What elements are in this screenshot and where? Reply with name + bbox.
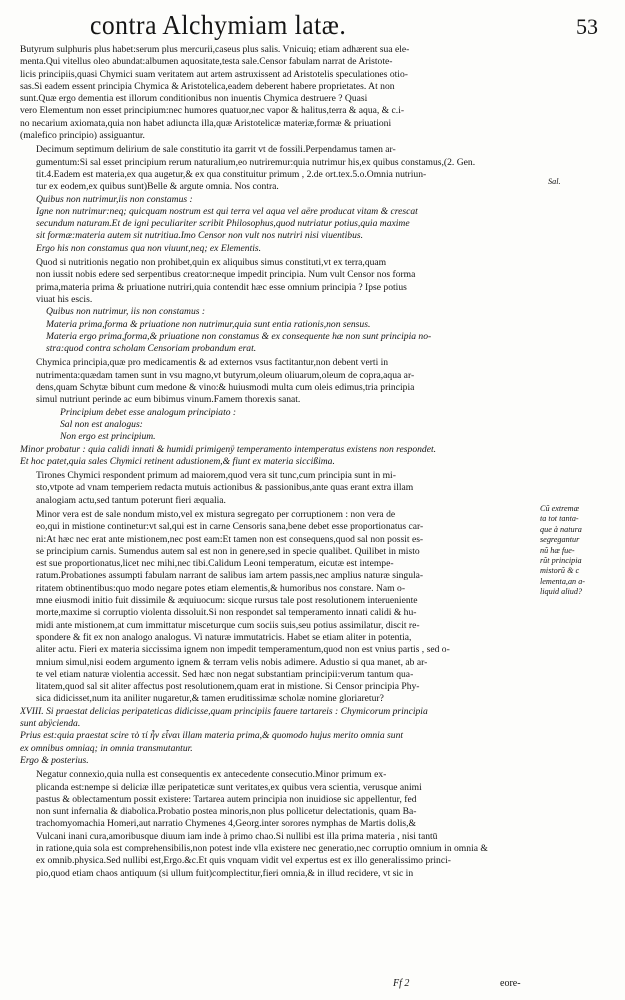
text-line: analogiam actu,sed tantum poterunt fieri æqualia. bbox=[36, 494, 226, 506]
text-line: menta.Qui vitellus oleo abundat:albumen aquositate,testa sale.Censor fabulam narrat de Aristote- bbox=[20, 56, 393, 68]
signature-mark: Ff 2 bbox=[393, 978, 410, 989]
margin-note-line: lementa,an a- bbox=[540, 576, 586, 586]
text-line: sas.Si eadem essent principia Chymica & Aristotelica,eadem deberent habere proprietates. At non bbox=[20, 80, 395, 92]
text-line: sunt abÿcienda. bbox=[20, 718, 81, 730]
margin-note-sal: Sal. bbox=[548, 177, 561, 186]
margin-note-line: que à natura bbox=[540, 524, 582, 534]
text-line: tit.4.Eadem est materia,ex qua augetur,& ex qua constituitur primum , 2.de ort.tex.5.o.Omnia nutriun- bbox=[36, 168, 427, 180]
text-line: aliter actu. Fieri ex materia siccissima ignem non impedit temperamentum,quod non est vnius partis , sed o- bbox=[36, 644, 450, 656]
text-line: Prius est:quia praestat scire τὸ τί ἦν εἶναι illam materia prima,& quomodo hujus merito omnia sunt bbox=[20, 730, 404, 742]
text-line: mne eiusmodi initio fuit dissimile & æquiuocum: sicque rursus tale post resolutionem interueniente bbox=[36, 595, 418, 607]
text-line: licis principiis,quasi Chymici suam veritatem aut artem astruxissent ad Aristotelis speculationes otio- bbox=[20, 68, 408, 80]
text-line: dens,quam Schytæ bibunt cum medone & vino:& huiusmodi multa cum oleis edimus,tria principia bbox=[36, 382, 415, 394]
text-line: XVIII. Si praestat delicias peripateticas didicisse,quam principiis fauere tartareis : Chymicorum principia bbox=[20, 705, 428, 717]
text-line: secundum naturam.Et de igni peculiariter scribit Philosophus,quod nutriatur potius,quia maxime bbox=[36, 218, 410, 230]
paragraph bbox=[20, 44, 526, 142]
margin-note-line: liquid aliud? bbox=[540, 587, 583, 597]
text-line: Quibus non nutrimur, iis non constamus : bbox=[46, 306, 206, 318]
text-line: (malefico principio) assiguantur. bbox=[20, 130, 145, 142]
text-line: ratum.Probationes assumpti fabulam narrant de salibus iam artem passis,nec amplius naturæ singula- bbox=[36, 570, 424, 582]
text-line: non sunt infernalia & diabolica.Probatio postea minoris,non plus pollicetur delectationis, quam Ba- bbox=[36, 806, 417, 818]
text-line: ni:At hæc nec erat ante mistionem,nec post eam:Et tamen non est consequens,quod sal non possit es- bbox=[36, 533, 424, 545]
text-line: Quod si nutritionis negatio non prohibet,quin ex aliquibus simus constituti,vt ex terra,quam bbox=[36, 257, 387, 269]
paragraph bbox=[20, 357, 526, 406]
text-line: Materia ergo prima,forma,& priuatione non constamus & ex consequente hæ non sunt principia no- bbox=[46, 330, 432, 342]
text-line: pio,quod etiam chaos antiquum (si ullum fuit)complectitur,fieri omnia,& in illud recidere, vt sic in bbox=[36, 867, 414, 879]
text-line: eo,qui in mistione continetur:vt sal,qui est in carne Censoris sana,bene debet esse proportionatus car- bbox=[36, 521, 424, 533]
text-line: sunt.Quæ ergo dementia est illorum conditionibus non inuentis Chymica destruere ? Quasi bbox=[20, 93, 368, 105]
text-line: Ergo his non constamus qua non viuunt,neq; ex Elementis. bbox=[36, 242, 262, 254]
text-line: Butyrum sulphuris plus habet:serum plus mercurii,caseus plus salis. Vnicuiq; etiam adhærent sua ele- bbox=[20, 44, 410, 55]
paragraph bbox=[20, 144, 526, 193]
body-text bbox=[20, 44, 526, 880]
paragraph bbox=[20, 444, 526, 469]
text-line: stra:quod contra scholam Censoriam probandum erat. bbox=[46, 343, 257, 355]
text-line: tur ex eodem,ex quibus sunt)Belle & argute omnia. Nos contra. bbox=[36, 181, 279, 193]
margin-note-line: rũt principia bbox=[540, 556, 582, 566]
margin-note-line: ta tot tanta- bbox=[540, 514, 579, 524]
paragraph bbox=[20, 407, 526, 444]
text-line: litatem,quod sal sit aliter affectus post resolutionem,quam erat in mistione. Si Censor principia Phy- bbox=[36, 681, 420, 693]
text-line: ex omnib.physica.Sed nullibi est,Ergo.&c.Et quis vnquam vidit vel expertus est ex illo generalissimo princi- bbox=[36, 855, 451, 867]
text-line: Materia prima,forma & priuatione non nutrimur,quia sunt entia rationis,non sensus. bbox=[46, 318, 371, 330]
text-line: Decimum septimum delirium de sale constitutio ita garrit vt de fossili.Perpendamus tamen ar- bbox=[36, 144, 396, 156]
text-line: Minor probatur : quia calidi innati & humidi primigenÿ temperamento intemperatus existens non respondet. bbox=[20, 443, 437, 455]
paragraph bbox=[20, 257, 526, 306]
text-line: prima,materia prima & priuatione nutriri,quia contendit hæc esse omnium principia ? Ipse potius bbox=[36, 281, 407, 293]
text-line: Quibus non nutrimur,iis non constamus : bbox=[36, 193, 193, 205]
text-line: Ergo & posterius. bbox=[20, 754, 89, 766]
text-line: non iussit nobis edere sed serpentibus creator:neque impedit principia. Num vult Censor nos forma bbox=[36, 269, 416, 281]
text-line: ex omnibus omniaq; in omnia transmutantur. bbox=[20, 742, 193, 754]
text-line: est sue proportionatus,licet nec mihi,nec tibi.Calidum Leoni temperatum, eicutæ est intempe- bbox=[36, 558, 394, 570]
margin-note-line: segregantur bbox=[540, 535, 580, 545]
paragraph bbox=[20, 470, 526, 507]
margin-note-line: mistorũ & c bbox=[540, 566, 580, 576]
paragraph bbox=[20, 706, 526, 767]
text-line: Non ergo est principium. bbox=[60, 431, 156, 443]
margin-note-line: nũ hæ fue- bbox=[540, 545, 575, 555]
running-head: contra Alchymiam latæ. bbox=[90, 10, 347, 40]
text-line: midi ante mistionem,at cum immittatur misceturque cum sociis suis,seu potius assimilatur, discit re- bbox=[36, 619, 420, 631]
text-line: ritatem obtinentibus:quo modo negare potes etiam elementis,& humoribus nos constare. Nam o- bbox=[36, 582, 406, 594]
text-line: in ratione,quia sola est comprehensibilis,non potest inde vlla existere nec generatio,nec corruptio omnium in omnia & bbox=[36, 843, 488, 854]
text-line: vero Elementum non esset principium:nec humores quatuor,nec vapor & halitus,terra & aqua, & c.i- bbox=[20, 105, 405, 117]
text-line: Minor vera est de sale nondum misto,vel ex mistura segregato per corruptionem : non vera de bbox=[36, 508, 396, 520]
text-line: Et hoc patet,quia sales Chymici retinent adustionem,& fiunt ex materia siccißima. bbox=[20, 455, 335, 467]
margin-note-line: Cũ extremæ bbox=[540, 504, 580, 513]
text-line: Chymica principia,quæ pro medicamentis & ad externos vsus factitantur,non debent verti in bbox=[36, 357, 389, 369]
text-line: te vel etiam naturæ violentia accessit. Sed hæc non negat substantiam principii:verum tantum qua- bbox=[36, 668, 414, 680]
text-line: sica didicisset,num ita aniliter nugaretur,& tamen eruditissimæ scholæ nomine gloriaretur? bbox=[36, 693, 384, 705]
page-number: 53 bbox=[576, 14, 598, 39]
paragraph bbox=[20, 769, 526, 880]
text-line: nutrimenta:quædam tamen sunt in vsu magno,vt butyrum,oleum oliuarum,oleum de copra,aqua ar- bbox=[36, 369, 415, 381]
paragraph bbox=[20, 306, 526, 355]
text-line: no necarium axiomata,quia non habet adiuncta illa,quæ Aristotelicæ materiæ,formæ & priuationi bbox=[20, 117, 392, 129]
text-line: Tirones Chymici respondent primum ad maiorem,quod vera sit tunc,cum principia sunt in mi- bbox=[36, 470, 396, 482]
text-line: morte,maxime si corruptio violenta dissoluit.Si non respondet sal temperamento innati calidi & hu- bbox=[36, 607, 417, 619]
text-line: pastus & oblectamentum possit existere: Tartarea autem principia non inuidiose sic appellentur, fed bbox=[36, 793, 417, 805]
text-line: Sal non est analogus: bbox=[60, 418, 143, 430]
text-line: Igne non nutrimur:neq; quicquam nostrum est qui terra vel aqua vel aëre producat vitam & crescat bbox=[36, 205, 418, 217]
text-line: spondere & fit ex non analogo analogus. Vi naturæ immutatricis. Habet se etiam aliter in potentia, bbox=[36, 631, 412, 643]
text-line: viuat his escis. bbox=[36, 293, 93, 305]
text-line: sto,vtpote ad vnam temperiem redacta mutuis actionibus & passionibus,ante quas erant extra illam bbox=[36, 482, 414, 494]
paragraph bbox=[20, 509, 526, 706]
text-line: Vulcani inani cura,amoribusque diuum iam inde à primo chao.Si nullibi est illa prima materia , nisi tantū bbox=[36, 830, 438, 842]
text-line: sit formæ:materia autem sit nutritiua.Imo Censor non vult nos nutriri nisi viuentibus. bbox=[36, 230, 363, 242]
margin-note-extremae bbox=[540, 504, 610, 598]
text-line: Principium debet esse analogum principiato : bbox=[60, 406, 237, 418]
text-line: simul nutriunt perinde ac eum bibimus vinum.Famem thorexis sanat. bbox=[36, 394, 301, 406]
text-line: mnium simul,nisi eodem argumento ignem & terram velis nobis adimere. Adustio si qua manet, ab ar- bbox=[36, 656, 428, 668]
catchword: eore- bbox=[500, 978, 521, 989]
text-line: gumentum:Si sal esset principium rerum naturalium,eo nutriremur:quia nutrimur his,ex quibus constamus,(2. Gen. bbox=[36, 156, 476, 168]
paragraph bbox=[20, 194, 526, 255]
text-line: se principium carnis. Sumendus autem sal est non in genere,sed in specie qualibet. Quilibet in misto bbox=[36, 545, 420, 557]
text-line: Negatur connexio,quia nulla est consequentis ex antecedente consecutio.Minor primum ex- bbox=[36, 769, 387, 781]
text-line: plicanda est:nempe si deliciæ illæ peripateticæ sunt veritates,ex quibus vera scientia, verusque animi bbox=[36, 781, 422, 793]
text-line: trachomyomachia Homeri,aut narratio Chymenes 4,Georg.inter sorores nymphas de Martis dolis,& bbox=[36, 818, 417, 830]
